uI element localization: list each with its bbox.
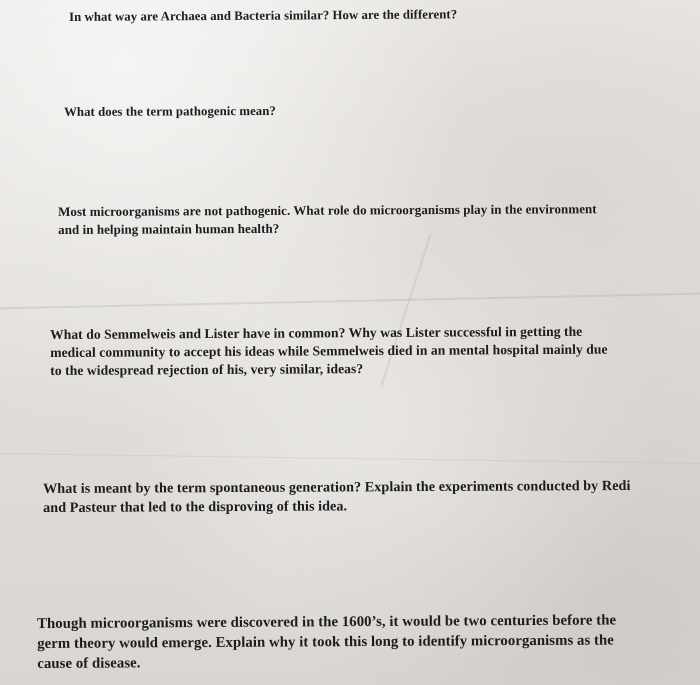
question-pathogenic <box>64 102 276 121</box>
question-line: medical community to accept his ideas while Semmelweis died in an mental hospital mainly due <box>50 341 608 360</box>
question-line: and Pasteur that led to the disproving of this idea. <box>43 498 348 516</box>
question-spontaneous-generation <box>43 477 631 518</box>
question-microorganism-role <box>58 200 597 239</box>
question-semmelweis-lister <box>50 323 608 380</box>
question-line: Most microorganisms are not pathogenic. What role do microorganisms play in the environment <box>58 201 597 219</box>
paper-fold-crease <box>0 453 700 464</box>
question-line: germ theory would emerge. Explain why it took this long to identify microorganisms as the <box>37 632 614 652</box>
question-archaea-bacteria <box>69 5 457 26</box>
paper-fold-crease <box>0 293 700 310</box>
question-line: to the widespread rejection of his, very similar, ideas? <box>50 361 364 378</box>
question-germ-theory <box>37 610 616 674</box>
question-line: cause of disease. <box>37 655 141 672</box>
question-line: and in helping maintain human health? <box>58 220 280 237</box>
question-line: What does the term pathogenic mean? <box>64 103 276 119</box>
question-line: What do Semmelweis and Lister have in common? Why was Lister successful in getting the <box>50 323 583 342</box>
question-line: Though microorganisms were discovered in the 1600’s, it would be two centuries before the <box>37 612 617 632</box>
question-line: What is meant by the term spontaneous generation? Explain the experiments conducted by Redi <box>43 477 631 497</box>
question-line: In what way are Archaea and Bacteria similar? How are the different? <box>69 7 458 24</box>
